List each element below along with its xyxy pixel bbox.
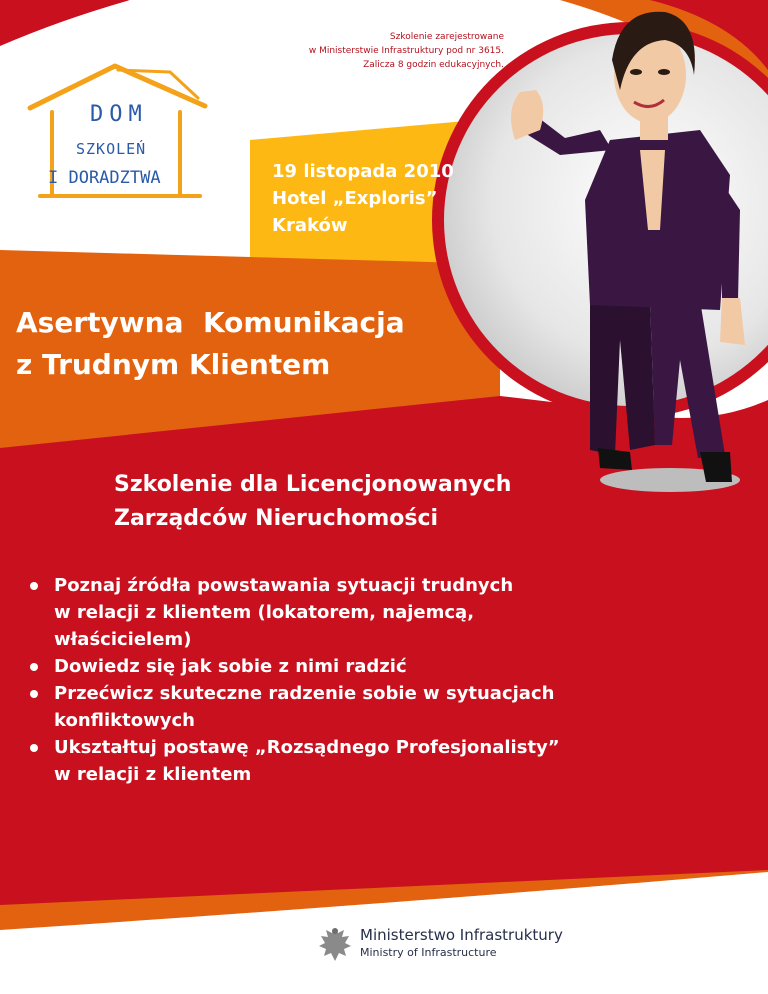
subtitle-line-2: Zarządców Nieruchomości xyxy=(114,506,439,531)
event-details xyxy=(272,158,492,239)
bullet-text-line: właścicielem) xyxy=(54,629,192,650)
ministry-name-en: Ministry of Infrastructure xyxy=(360,946,497,959)
course-title xyxy=(16,302,486,386)
benefits-list xyxy=(28,572,668,788)
bullet-text-line: w relacji z klientem xyxy=(54,764,252,785)
top-left-red-swoosh xyxy=(0,0,130,46)
bullet-text-line: Poznaj źródła powstawania sytuacji trudnych xyxy=(54,575,514,596)
ministry-name: Ministerstwo Infrastruktury xyxy=(360,926,563,944)
list-item xyxy=(28,572,668,653)
list-item xyxy=(28,734,668,788)
logo-line-2: SZKOLEŃ xyxy=(76,140,147,158)
bullet-icon xyxy=(30,582,38,590)
ministry-logo xyxy=(318,924,608,968)
course-subtitle xyxy=(114,468,584,536)
list-item xyxy=(28,653,668,680)
notice-line-1: Szkolenie zarejestrowane xyxy=(389,32,504,42)
eagle-emblem-icon xyxy=(318,924,352,964)
bullet-text-line: Ukształtuj postawę „Rozsądnego Profesjonalisty” xyxy=(54,737,560,758)
bullet-text-line: w relacji z klientem (lokatorem, najemcą, xyxy=(54,602,475,623)
bullet-icon xyxy=(30,663,38,671)
bullet-icon xyxy=(30,690,38,698)
bullet-icon xyxy=(30,744,38,752)
event-venue: Hotel „Exploris” xyxy=(272,188,438,209)
logo-line-1: DOM xyxy=(90,102,148,127)
event-date: 19 listopada 2010 xyxy=(272,161,454,182)
title-line-2: z Trudnym Klientem xyxy=(16,348,331,381)
bullet-text-line: Przećwicz skuteczne radzenie sobie w sytuacjach xyxy=(54,683,555,704)
title-line-1: Asertywna Komunikacja xyxy=(16,306,405,339)
notice-line-3: Zalicza 8 godzin edukacyjnych. xyxy=(363,60,504,70)
logo-dom-szkolen-i-doradztwa xyxy=(28,62,218,202)
logo-line-3: I DORADZTWA xyxy=(48,168,161,188)
bullet-text-line: Dowiedz się jak sobie z nimi radzić xyxy=(54,656,407,677)
registration-notice xyxy=(244,30,504,72)
event-city: Kraków xyxy=(272,215,348,236)
subtitle-line-1: Szkolenie dla Licencjonowanych xyxy=(114,472,512,497)
list-item xyxy=(28,680,668,734)
notice-line-2: w Ministerstwie Infrastruktury pod nr 3615. xyxy=(308,46,504,56)
bullet-text-line: konfliktowych xyxy=(54,710,195,731)
